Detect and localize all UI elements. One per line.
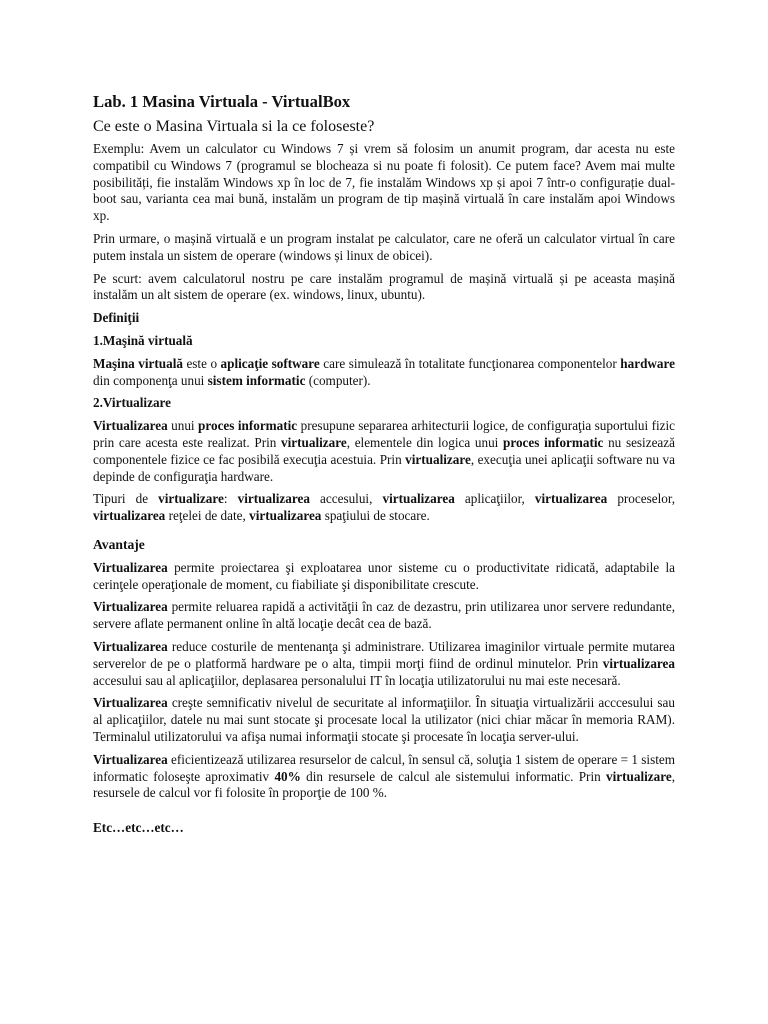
advantage-paragraph-5 (93, 752, 675, 802)
term-bold: virtualizarea (534, 491, 608, 507)
text-span: unui (167, 418, 199, 434)
text-span: care simulează în totalitate funcţionarea componentelor (319, 355, 621, 371)
advantage-paragraph-1 (93, 560, 675, 594)
term-bold: virtualizarea (237, 491, 310, 507)
text-span: creşte semnificativ nivelul de securitate al informaţiilor. În situaţia virtualizării acccesului sau al aplicaţiilor, datele nu mai sunt stocate şi procesate local la utilizator (nici chiar măcar în memoria RAM). Terminalul utilizatorului va afişa numai informaţii stocate şi procesate în locaţia server-ului. (93, 695, 675, 744)
term-bold: virtualizare (405, 451, 471, 467)
term-bold: virtualizare (158, 491, 224, 507)
term-bold: Virtualizarea (93, 751, 168, 767)
term-bold: proces informatic (198, 418, 298, 434)
definition-1-heading: 1.Maşină virtuală (93, 332, 193, 348)
text-span: proceselor, (607, 491, 676, 507)
text-span: , resursele de calcul vor fi folosite în proporţie de 100 %. (93, 768, 675, 801)
term-hardware: hardware (620, 355, 675, 371)
term-bold: Virtualizarea (93, 559, 168, 575)
text-span: eficientizează utilizarea resurselor de calcul, în sensul că, soluţia 1 sistem de operare = 1 sistem informatic foloseşte aproximativ (93, 751, 675, 784)
text-span: accesului sau al aplicaţiilor, deplasarea personalului IT în locaţia utilizatorului nu mai este necesară. (93, 672, 621, 688)
text-span: , execuţia unei aplicaţii software nu va depinde de configuraţia hardware. (93, 451, 676, 484)
term-bold: 40% (274, 768, 301, 784)
advantage-paragraph-3 (93, 639, 675, 689)
ending-text: Etc…etc…etc… (93, 820, 184, 836)
text-span: (computer). (305, 372, 371, 388)
text-span: aplicaţiilor, (454, 491, 535, 507)
text-span: accesului, (309, 491, 383, 507)
text-span: reduce costurile de mentenanţa şi administrare. Utilizarea imaginilor virtuale permite mutarea serverelor de pe o platformă hardware pe o alta, timpii morţi fiind de ordinul minutelor. Prin (93, 638, 675, 671)
text-span: , elementele din logica unui (346, 434, 504, 450)
term-sistem-informatic: sistem informatic (207, 372, 306, 388)
term-bold: Virtualizarea (93, 638, 168, 654)
text-span: Tipuri de (93, 491, 159, 507)
text-span: spaţiului de stocare. (321, 508, 430, 524)
term-bold: Virtualizarea (93, 695, 168, 711)
intro-paragraph-2: Prin urmare, o mașină virtuală e un program instalat pe calculator, care ne oferă un calculator virtual în care putem instala un sistem de operare (windows și linux de obicei). (93, 230, 675, 263)
advantage-paragraph-4 (93, 695, 675, 745)
term-bold: virtualizarea (249, 508, 322, 524)
term-aplicatie-software: aplicaţie software (220, 355, 320, 371)
term-bold: proces informatic (503, 434, 604, 450)
definition-1-paragraph (93, 356, 675, 390)
text-span: permite proiectarea şi exploatarea unor sisteme cu o productivitate ridicată, adaptabile la cerinţele operaţionale de moment, cu fiabiliate şi disponibilitate crescute. (93, 559, 675, 592)
text-span: reţelei de date, (165, 508, 250, 524)
definition-2-paragraph (93, 418, 675, 485)
text-span: este o (182, 355, 221, 371)
definitions-heading: Definiţii (93, 310, 140, 326)
text-span: permite reluarea rapidă a activităţii în caz de dezastru, prin utilizarea unor servere redundante, servere aflate permanent online în altă locaţie decât cea de bază. (93, 599, 675, 632)
text-span: nu sesizează componentele fizice ce fac posibilă execuţia acestuia. Prin (93, 434, 675, 467)
term-bold: virtualizarea (602, 655, 675, 671)
intro-paragraph-3: Pe scurt: avem calculatorul nostru pe care instalăm programul de mașină virtuală și pe aceasta mașină instalăm un alt sistem de operare (ex. windows, linux, ubuntu). (93, 270, 675, 303)
term-bold: virtualizare (606, 768, 672, 784)
page-title: Lab. 1 Masina Virtuala - VirtualBox (93, 92, 351, 111)
text-span: : (223, 491, 238, 507)
term-bold: Virtualizarea (93, 418, 168, 434)
term-bold: virtualizarea (93, 508, 166, 524)
advantage-paragraph-2 (93, 599, 675, 633)
term-bold: virtualizare (281, 434, 347, 450)
text-span: presupune separarea arhitecturii logice, de configuraţia suportului fizic prin care acesta este realizat. Prin (93, 418, 675, 450)
intro-paragraph-1: Exemplu: Avem un calculator cu Windows 7 și vrem să folosim un anumit program, dar acesta nu este compatibil cu Windows 7 (programul se blocheaza si nu poate fi folosit). Ce putem face? Avem mai multe posibilități, fie instalăm Windows xp în loc de 7, fie instalăm Windows xp și apoi 7 într-o configurație dual-boot sau, varianta cea mai bună, instalăm un program de tip mașină virtuală în care instalăm apoi Windows xp. (93, 141, 675, 224)
term-bold: Virtualizarea (93, 599, 168, 615)
definition-2-heading: 2.Virtualizare (93, 395, 172, 411)
page-subtitle: Ce este o Masina Virtuala si la ce foloseste? (93, 118, 375, 135)
text-span: din componenţa unui (93, 372, 208, 388)
text-span: din resursele de calcul ale sistemului informatic. Prin (300, 768, 607, 784)
virtualization-types-paragraph (93, 491, 675, 525)
term-bold: virtualizarea (382, 491, 455, 507)
advantages-heading: Avantaje (93, 536, 145, 552)
term-masina-virtuala: Maşina virtuală (93, 355, 183, 371)
